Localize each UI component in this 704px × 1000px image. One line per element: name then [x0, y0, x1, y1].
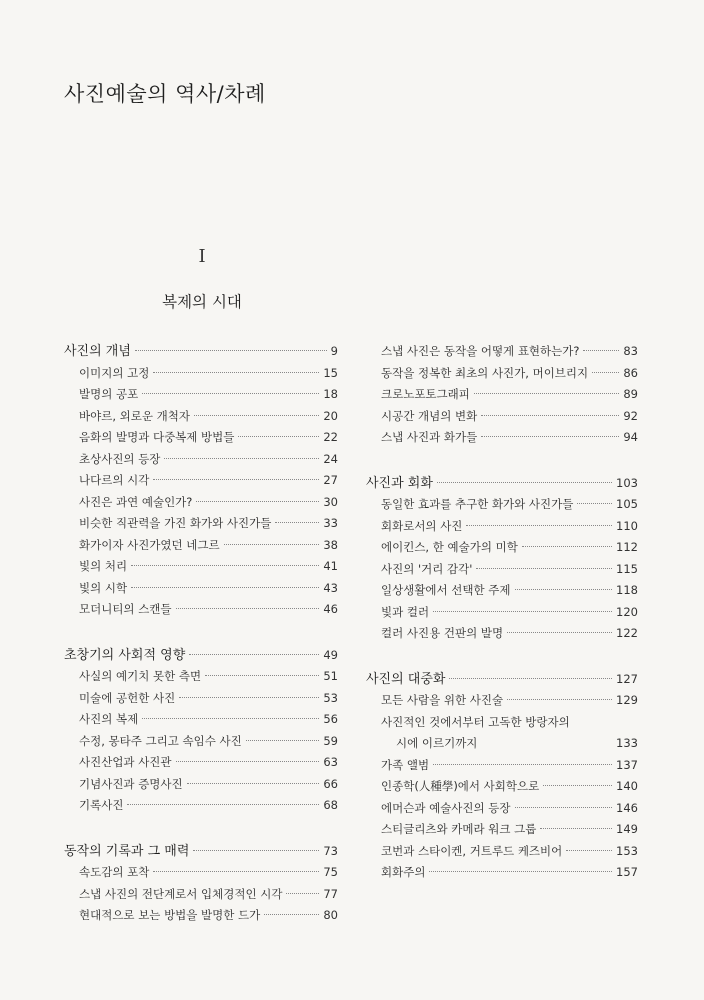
toc-entry-page: 89: [623, 387, 638, 401]
chapter-heading-page: 127: [616, 671, 638, 686]
toc-entry-page: 149: [616, 822, 638, 836]
toc-entry: [366, 602, 638, 624]
toc-entry-page: 153: [616, 843, 638, 858]
toc-entry: [64, 884, 338, 906]
dot-leader: [507, 699, 612, 700]
dot-leader: [429, 871, 612, 872]
toc-entry-page: 75: [323, 865, 338, 879]
toc-entry-page: 157: [616, 865, 638, 879]
toc-entry: [366, 537, 638, 559]
chapter-heading: [366, 669, 638, 691]
toc-entry-page: 66: [323, 776, 338, 791]
toc-entry: [366, 690, 638, 712]
toc-entry-title: 빛의 처리: [79, 559, 128, 573]
toc-entry-title: 사진의 '거리 감각': [381, 561, 473, 576]
toc-entry-title: 기록사진: [79, 798, 124, 812]
dot-leader: [433, 611, 612, 612]
dot-leader: [566, 850, 612, 851]
toc-entry-title: 사진은 과연 예술인가?: [79, 494, 193, 509]
toc-entry-title: 바야르, 외로운 개척자: [79, 408, 190, 423]
toc-entry-page: 46: [323, 602, 338, 616]
dot-leader: [187, 783, 320, 784]
dot-leader: [238, 436, 319, 437]
dot-leader: [205, 675, 319, 676]
dot-leader: [476, 568, 612, 569]
dot-leader: [176, 608, 320, 609]
dot-leader: [142, 393, 319, 394]
toc-entry-page: 63: [323, 755, 338, 769]
toc-entry-title: 화가이자 사진가였던 네그르: [79, 537, 220, 552]
dot-leader: [515, 589, 613, 590]
toc-entry-title: 동일한 효과를 추구한 화가와 사진가들: [381, 497, 574, 511]
toc-entry-title: 회화주의: [381, 865, 426, 879]
dot-leader: [153, 479, 319, 480]
toc-entry: [366, 427, 638, 449]
toc-entry: [64, 406, 338, 428]
toc-entry-page: 105: [616, 497, 638, 511]
toc-section: [64, 645, 338, 817]
toc-entry: [366, 494, 638, 516]
dot-leader: [131, 587, 319, 588]
toc-entry-title: 사진적인 것에서부터 고독한 방랑자의: [381, 714, 570, 729]
toc-entry: [64, 427, 338, 449]
dot-leader: [153, 871, 319, 872]
toc-entry: [64, 599, 338, 621]
toc-entry-title: 미술에 공헌한 사진: [79, 690, 176, 705]
toc-entry: [64, 578, 338, 600]
dot-leader: [437, 482, 612, 483]
toc-entry-title: 동작을 정복한 최초의 사진가, 머이브리지: [381, 365, 589, 380]
dot-leader: [507, 632, 612, 633]
toc-entry: [64, 535, 338, 557]
toc-entry-title: 나다르의 시각: [79, 473, 150, 487]
chapter-heading-title: 초창기의 사회적 영향: [64, 647, 186, 663]
dot-leader: [164, 458, 319, 459]
dot-leader: [131, 565, 319, 566]
toc-left-column: [64, 341, 338, 951]
toc-entry: [64, 905, 338, 927]
toc-entry-title: 일상생활에서 선택한 주제: [381, 583, 511, 597]
toc-entry: [366, 580, 638, 602]
toc-entry-page: 80: [323, 908, 338, 922]
toc-entry-page: 68: [323, 798, 338, 812]
toc-entry-title: 빛의 시학: [79, 580, 128, 595]
toc-entry: [64, 384, 338, 406]
toc-entry-page: 137: [616, 757, 638, 772]
toc-entry-title: 인종학(人種學)에서 사회학으로: [381, 779, 540, 793]
toc-entry-title: 사진의 복제: [79, 712, 139, 726]
dot-leader: [481, 436, 619, 437]
toc-entry-title: 수정, 몽타주 그리고 속임수 사진: [79, 733, 242, 748]
toc-entry-page: 86: [623, 365, 638, 380]
toc-entry: [366, 862, 638, 884]
toc-right-column: [366, 341, 638, 908]
toc-entry: [64, 795, 338, 817]
toc-entry-title: 사진산업과 사진관: [79, 755, 172, 769]
toc-entry-title: 속도감의 포착: [79, 865, 150, 879]
toc-entry: [366, 384, 638, 406]
toc-entry-title: 음화의 발명과 다중복제 방법들: [79, 430, 235, 444]
toc-entry: [366, 776, 638, 798]
chapter-heading: [64, 841, 338, 863]
toc-section: [366, 341, 638, 449]
dot-leader: [540, 828, 612, 829]
toc-entry: [366, 712, 638, 734]
dot-leader: [224, 544, 320, 545]
toc-entry-title: 이미지의 고정: [79, 365, 150, 380]
dot-leader: [515, 807, 613, 808]
toc-entry: [366, 841, 638, 863]
toc-entry-title: 모더니티의 스캔들: [79, 602, 172, 616]
dot-leader: [196, 501, 319, 502]
dot-leader: [466, 525, 612, 526]
toc-entry-page: 20: [323, 408, 338, 423]
toc-entry: [64, 731, 338, 753]
dot-leader: [179, 697, 319, 698]
dot-leader: [592, 372, 619, 373]
chapter-heading-title: 사진의 개념: [64, 344, 131, 359]
toc-section: [366, 473, 638, 645]
dot-leader: [264, 914, 319, 915]
toc-entry-page: 83: [623, 344, 638, 358]
toc-entry-page: 110: [616, 518, 638, 533]
toc-entry: [64, 774, 338, 796]
toc-entry-title: 스냅 사진은 동작을 어떻게 표현하는가?: [381, 344, 580, 358]
toc-entry: [64, 862, 338, 884]
toc-entry-title: 크로노포토그래피: [381, 387, 470, 401]
toc-entry-page: 43: [323, 580, 338, 595]
toc-entry-page: 112: [616, 540, 638, 554]
toc-section: [366, 669, 638, 884]
toc-entry-page: 120: [616, 604, 638, 619]
toc-entry: [64, 556, 338, 578]
toc-entry-title: 발명의 공포: [79, 387, 139, 401]
toc-entry: [64, 513, 338, 535]
toc-entry-title: 컬러 사진용 건판의 발명: [381, 626, 504, 640]
toc-entry-title: 기념사진과 증명사진: [79, 776, 183, 791]
toc-entry: [366, 516, 638, 538]
toc-entry-page: 22: [323, 430, 338, 444]
toc-entry-page: 30: [323, 494, 338, 509]
toc-entry-page: 129: [616, 693, 638, 707]
dot-leader: [543, 785, 612, 786]
toc-entry: [366, 363, 638, 385]
toc-entry-page: 33: [323, 516, 338, 530]
toc-entry: [366, 623, 638, 645]
dot-leader: [189, 654, 319, 655]
toc-entry: [64, 363, 338, 385]
dot-leader: [246, 740, 320, 741]
toc-entry: [366, 798, 638, 820]
toc-entry-page: 140: [616, 779, 638, 793]
toc-entry-title: 스냅 사진과 화가들: [381, 430, 478, 444]
dot-leader: [449, 678, 612, 679]
chapter-heading-page: 103: [616, 475, 638, 490]
toc-entry-title: 시에 이르기까지: [396, 736, 478, 750]
toc-entry-page: 38: [323, 537, 338, 552]
toc-entry: [64, 752, 338, 774]
toc-section: [64, 341, 338, 621]
toc-entry: [366, 406, 638, 428]
dot-leader: [583, 350, 619, 351]
part-title: 복제의 시대: [162, 293, 242, 311]
chapter-heading-title: 동작의 기록과 그 매력: [64, 843, 190, 859]
toc-entry-title: 모든 사람을 위한 사진술: [381, 693, 504, 707]
toc-entry-page: 51: [323, 669, 338, 683]
toc-entry-page: 56: [323, 712, 338, 726]
toc-entry-title: 사실의 예기치 못한 측면: [79, 669, 202, 683]
toc-entry-page: 15: [323, 365, 338, 380]
toc-entry-title: 초상사진의 등장: [79, 451, 161, 466]
dot-leader: [176, 761, 320, 762]
toc-entry: [366, 733, 638, 755]
dot-leader: [193, 850, 319, 851]
toc-entry-title: 가족 앨범: [381, 757, 430, 772]
toc-entry-page: 94: [623, 430, 638, 444]
toc-section: [64, 841, 338, 927]
toc-entry-page: 133: [616, 736, 638, 750]
toc-entry-page: 77: [323, 886, 338, 901]
toc-entry-title: 회화로서의 사진: [381, 518, 463, 533]
chapter-heading-title: 사진과 회화: [366, 475, 433, 491]
dot-leader: [286, 893, 319, 894]
toc-entry-title: 스티글리츠와 카메라 워크 그룹: [381, 822, 537, 836]
dot-leader: [135, 350, 327, 351]
chapter-heading-page: 9: [330, 344, 338, 358]
toc-entry-page: 118: [616, 583, 638, 597]
chapter-heading-title: 사진의 대중화: [366, 671, 446, 687]
toc-entry: [64, 449, 338, 471]
toc-entry-page: 92: [623, 408, 638, 423]
toc-entry-page: 53: [323, 690, 338, 705]
toc-entry-page: 115: [616, 561, 638, 576]
toc-entry-title: 시공간 개념의 변화: [381, 408, 478, 423]
toc-entry-page: 18: [323, 387, 338, 401]
toc-entry: [64, 709, 338, 731]
dot-leader: [194, 415, 319, 416]
toc-entry: [64, 492, 338, 514]
toc-entry-page: 41: [323, 559, 338, 573]
toc-entry-title: 비슷한 직관력을 가진 화가와 사진가들: [79, 516, 272, 530]
toc-entry: [64, 688, 338, 710]
chapter-heading: [366, 473, 638, 495]
chapter-heading-page: 73: [323, 843, 338, 858]
toc-entry-title: 코번과 스타이켄, 거트루드 케즈비어: [381, 843, 563, 858]
dot-leader: [481, 742, 612, 743]
toc-entry: [64, 666, 338, 688]
toc-entry-page: 146: [616, 800, 638, 815]
toc-entry-title: 스냅 사진의 전단계로서 입체경적인 시각: [79, 886, 283, 901]
toc-entry: [64, 470, 338, 492]
toc-entry: [366, 755, 638, 777]
dot-leader: [275, 522, 319, 523]
dot-leader: [142, 718, 319, 719]
dot-leader: [153, 372, 319, 373]
toc-entry: [366, 559, 638, 581]
toc-entry-page: 24: [323, 451, 338, 466]
dot-leader: [577, 503, 612, 504]
toc-entry-page: 122: [616, 626, 638, 640]
dot-leader: [433, 764, 612, 765]
toc-entry-title: 빛과 컬러: [381, 604, 430, 619]
page-title: 사진예술의 역사/차례: [64, 82, 266, 106]
toc-entry: [366, 819, 638, 841]
toc-entry-page: 27: [323, 473, 338, 487]
chapter-heading-page: 49: [323, 647, 338, 662]
toc-entry-page: 59: [323, 733, 338, 748]
toc-entry-title: 에머슨과 예술사진의 등장: [381, 800, 511, 815]
toc-entry-title: 에이킨스, 한 예술가의 미학: [381, 540, 518, 554]
toc-entry-title: 현대적으로 보는 방법을 발명한 드가: [79, 908, 261, 922]
toc-entry: [366, 341, 638, 363]
chapter-heading: [64, 645, 338, 667]
dot-leader: [481, 415, 619, 416]
dot-leader: [522, 546, 612, 547]
part-numeral: I: [198, 246, 206, 267]
dot-leader: [127, 804, 319, 805]
chapter-heading: [64, 341, 338, 363]
dot-leader: [474, 393, 619, 394]
